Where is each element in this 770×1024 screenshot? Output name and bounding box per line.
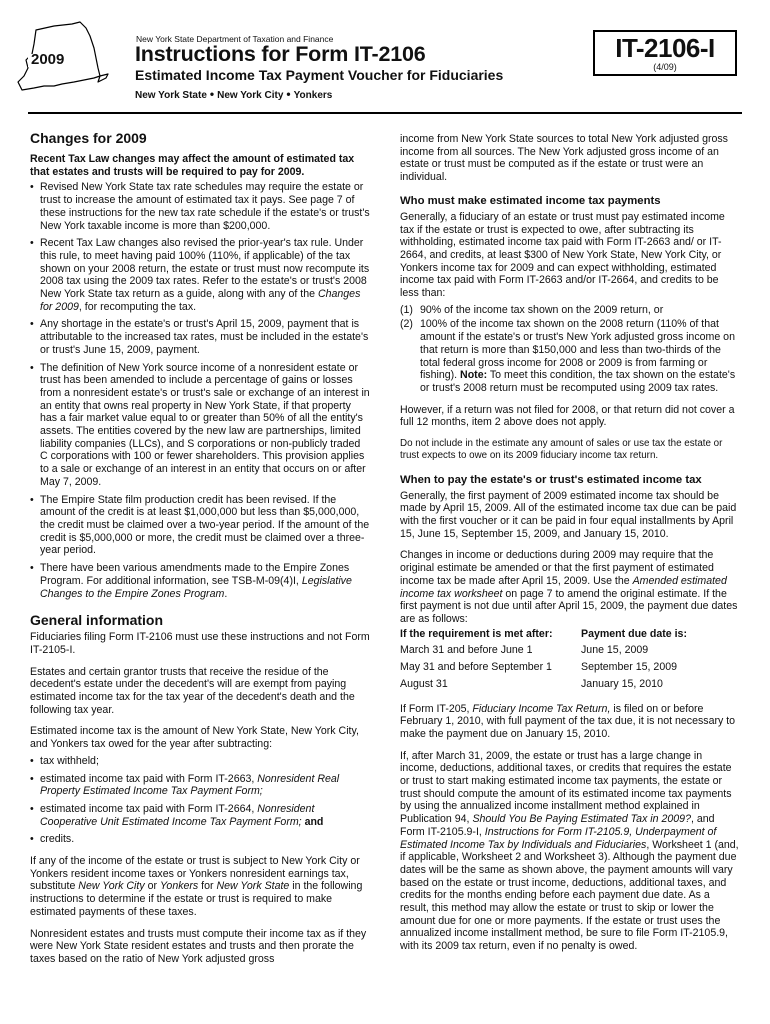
bullet-separator-icon: • bbox=[209, 87, 215, 101]
list-item: • credits. bbox=[30, 833, 370, 846]
table-row bbox=[400, 644, 740, 661]
continued-paragraph: income from New York State sources to total New York adjusted gross income from all sources. The New York adjusted gross income of an estate or trust must be computed as if the estate or trust were an individual. bbox=[400, 133, 728, 184]
table-row bbox=[400, 678, 740, 695]
jurisdiction-nys: New York State bbox=[135, 90, 207, 101]
due-date-table bbox=[400, 628, 740, 695]
header-divider bbox=[28, 112, 742, 114]
list-item: • tax withheld; bbox=[30, 755, 370, 768]
jurisdiction-yonkers: Yonkers bbox=[293, 90, 333, 101]
list-item: • Revised New York State tax rate schedules may require the estate or trust to increase the amount of estimated tax it pays. See page 7 of these instructions for the new tax rate schedule if the estate's or trust's New York taxable income is more than $200,000. bbox=[30, 181, 370, 232]
table-header-cell: Payment due date is: bbox=[581, 627, 687, 640]
list-item: (2) 100% of the income tax shown on the 2008 return (110% of that amount if the estate's or trust's New York adjusted gross income on that return is more than $150,000 and less than two-thirds of the total federal gross income for 2008 or 2009 is from farming or fishing). Note: To meet this condition, the tax shown on the estate's or trust's 2008 return must be recomputed using 2009 tax rates. bbox=[400, 318, 736, 394]
general-paragraph: Estimated income tax is the amount of New York State, New York City, and Yonkers tax owed for the year after subtracting: bbox=[30, 725, 359, 751]
changes-list bbox=[30, 181, 370, 600]
when-paragraph: If Form IT-205, Fiduciary Income Tax Return, is filed on or before February 1, 2010, with full payment of the tax due, it is not necessary to make the payment due on January 15, 2010. bbox=[400, 702, 736, 740]
right-column bbox=[400, 133, 740, 962]
form-id: IT-2106-I bbox=[615, 33, 715, 63]
table-cell: June 15, 2009 bbox=[581, 644, 649, 657]
list-item: (1) 90% of the income tax shown on the 2009 return, or bbox=[400, 303, 664, 316]
page-subtitle: Estimated Income Tax Payment Voucher for Fiduciaries bbox=[135, 67, 504, 83]
general-paragraph: Fiduciaries filing Form IT-2106 must use these instructions and not Form IT-2105-I. bbox=[30, 631, 370, 656]
form-id-box bbox=[593, 30, 737, 76]
left-column bbox=[30, 130, 370, 975]
page-title: Instructions for Form IT-2106 bbox=[135, 42, 426, 66]
table-row bbox=[400, 661, 740, 678]
table-cell: August 31 bbox=[400, 677, 448, 690]
table-cell: January 15, 2010 bbox=[581, 677, 663, 690]
changes-intro: Recent Tax Law changes may affect the amount of estimated tax that estates and trusts will be required to pay for 2009. bbox=[30, 153, 355, 178]
list-item: • Recent Tax Law changes also revised the prior-year's tax rule. Under this rule, to meet having paid 100% (110%, if applicable) of the tax shown on your 2008 return, the estate or trust must now recompute its 2008 tax using the 2009 tax rates. Refer to the estate's or trust's 2008 New York State tax return as a guide, along with any of the Changes for 2009, for recomputing the tax. bbox=[30, 237, 370, 313]
who-paragraph: Generally, a fiduciary of an estate or trust must pay estimated income tax if the estate or trust is expected to owe, after subtracting its withholding, estimated income tax paid with Form IT-2663 and/ or IT-2664, and credits, at least $300 of New York State, New York City, or Yonkers income tax for 2009 and can expect withholding, estimated income tax paid with Form IT-2663 and/or IT-2664, and credits to be less than: bbox=[400, 210, 725, 300]
table-cell: May 31 and before September 1 bbox=[400, 661, 552, 674]
table-header-cell: If the requirement is met after: bbox=[400, 627, 553, 640]
when-paragraph: Changes in income or deductions during 2009 may require that the original estimate be amended or that the first payment of estimated income tax be made after April 15, 2009. Use the Amended estimated income tax worksheet on page 7 to amend the original estimate. If the first payment is not due until after April 15, 2009, the payment due dates are as follows: bbox=[400, 549, 738, 625]
list-item: • estimated income tax paid with Form IT-2663, Nonresident Real Property Estimated Income Tax Payment Form; bbox=[30, 773, 370, 798]
jurisdiction-list bbox=[135, 88, 332, 103]
when-paragraph: If, after March 31, 2009, the estate or trust has a large change in income, deductions, additional taxes, or credits that requires the estate or trust to start making estimated income tax payments, the estate or trust should compute the amount of its estimated income tax payments by using the annualized income installment method explained in Publication 94, Should You Be Paying Estimated Tax in 2009?, and Form IT-2105.9-I, Instructions for Form IT-2105.9, Underpayment of Estimated Income Tax by Individuals and Fiduciaries, Worksheet 1 (and, if applicable, Worksheet 2 and Worksheet 3). Although the payment due dates will be the same as shown above, the payment amounts will vary based on the estate or trust income, deductions, additional taxes, and credits for the months ending before each payment due date. As a result, this method may allow the estate or trust to skip or lower the amount due for one or more payments. If the estate or trust uses the annualized income installment method, be sure to file Form IT-2105.9, with its 2009 tax return, even if no penalty is owed. bbox=[400, 749, 739, 953]
list-item: • The definition of New York source income of a nonresident estate or trust has been amended to include a percentage of gains or losses from a nonresident estate's or trust's sale or exchange of an interest in an entity that owns real property in New York State, if that property has a fair market value equal to or greater than 50% of all the entity's assets. The entities covered by the new law are partnerships, limited liability companies (LLCs), and S corporations or non-publicly traded C corporations with 100 or fewer shareholders. This provision applies to a sale or exchange of an interest in an entity that occurs on or after May 7, 2009. bbox=[30, 362, 370, 489]
general-info-heading: General information bbox=[30, 612, 164, 629]
general-paragraph: Estates and certain grantor trusts that receive the residue of the decedent's estate under the decedent's will are exempt from paying estimated income tax for the tax year of the decedent's death and the following tax year. bbox=[30, 665, 355, 716]
when-paragraph: Generally, the first payment of 2009 estimated income tax should be made by April 15, 2009. All of the estimated income tax due can be paid with the first voucher or it can be paid in four equal installments by April 15, June 15, September 15, 2009, and January 15, 2010. bbox=[400, 489, 737, 540]
list-item: • Any shortage in the estate's or trust's April 15, 2009, payment that is attributable to the increased tax rates, must be included in the estate's or trust's June 15, 2009, payment. bbox=[30, 318, 370, 356]
tax-year-label: 2009 bbox=[28, 54, 67, 67]
changes-heading: Changes for 2009 bbox=[30, 130, 147, 146]
bullet-separator-icon: • bbox=[286, 87, 291, 101]
list-item: • estimated income tax paid with Form IT-2664, Nonresident Cooperative Unit Estimated Income Tax Payment Form; and bbox=[30, 803, 370, 828]
department-name: New York State Department of Taxation and Finance bbox=[136, 34, 334, 44]
list-item: • There have been various amendments made to the Empire Zones Program. For additional information, see TSB-M-09(4)I, Legislative Changes to the Empire Zones Program. bbox=[30, 562, 370, 600]
list-item: • The Empire State film production credit has been revised. If the amount of the credit is at least $1,000,000 but less than $5,000,000, the credit must be claimed over a two-year period. If the amount of the credit is $5,000,000 or more, the credit must be claimed over a three-year period. bbox=[30, 494, 370, 558]
table-cell: March 31 and before June 1 bbox=[400, 644, 533, 657]
subtraction-list bbox=[30, 755, 370, 846]
who-paragraph: However, if a return was not filed for 2008, or that return did not cover a full 12 months, item 2 above does not apply. bbox=[400, 403, 735, 429]
table-cell: September 15, 2009 bbox=[581, 661, 678, 674]
jurisdiction-nyc: New York City bbox=[217, 90, 284, 101]
who-paragraph: Do not include in the estimate any amount of sales or use tax the estate or trust expects to owe on its 2009 fiduciary income tax return. bbox=[400, 438, 723, 462]
requirement-list bbox=[400, 304, 740, 395]
when-to-pay-heading: When to pay the estate's or trust's estimated income tax bbox=[400, 473, 702, 486]
form-revision: (4/09) bbox=[653, 62, 677, 72]
who-must-pay-heading: Who must make estimated income tax payments bbox=[400, 194, 661, 207]
general-paragraph: Nonresident estates and trusts must compute their income tax as if they were New York State resident estates and trusts and then prorate the taxes based on the ratio of New York adjusted gross bbox=[30, 927, 367, 965]
table-header-row bbox=[400, 628, 740, 645]
general-paragraph: If any of the income of the estate or trust is subject to New York City or Yonkers resident income taxes or Yonkers nonresident earnings tax, substitute New York City or Yonkers for New York State in the following instructions to determine if the estate or trust is required to make estimated payments of these taxes. bbox=[30, 855, 363, 918]
